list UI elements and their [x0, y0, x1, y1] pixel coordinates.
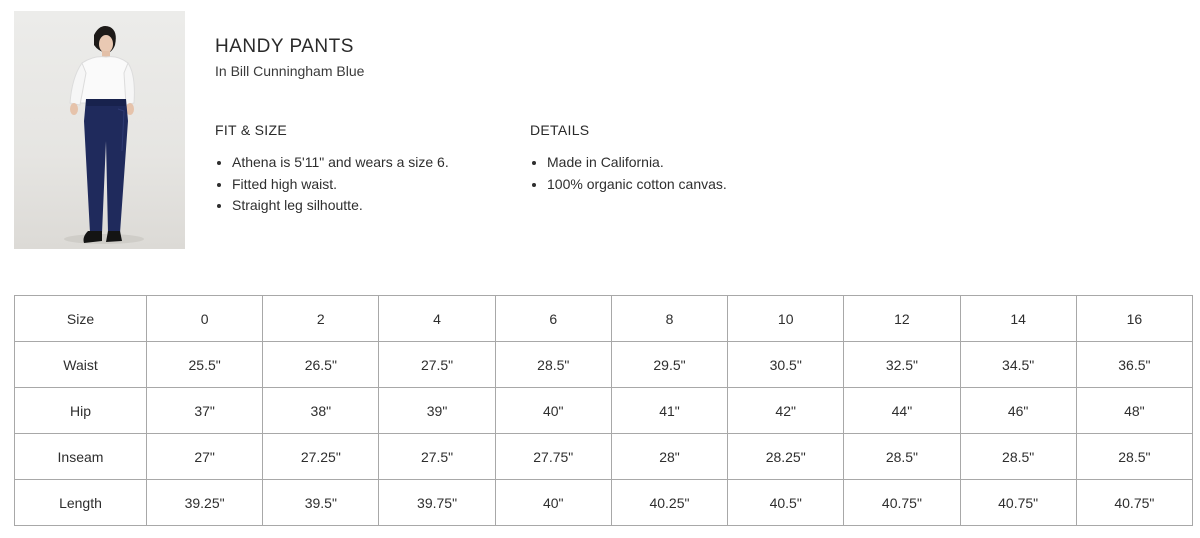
row-label: Size — [15, 296, 147, 342]
table-cell: 39" — [379, 388, 495, 434]
table-cell: 28.5" — [495, 342, 611, 388]
product-color: In Bill Cunningham Blue — [215, 63, 365, 79]
product-title: HANDY PANTS — [215, 36, 354, 57]
table-cell: 44" — [844, 388, 960, 434]
table-cell: 0 — [147, 296, 263, 342]
size-chart-table — [14, 295, 1193, 526]
product-image[interactable] — [14, 11, 185, 249]
table-row — [15, 342, 1193, 388]
list-item: • Fitted high waist. — [232, 174, 449, 196]
table-cell: 46" — [960, 388, 1076, 434]
table-cell: 4 — [379, 296, 495, 342]
table-cell: 25.5" — [147, 342, 263, 388]
table-cell: 28.5" — [960, 434, 1076, 480]
fit-size-list — [215, 152, 449, 217]
table-cell: 28.5" — [844, 434, 960, 480]
table-cell: 40" — [495, 480, 611, 526]
table-cell: 38" — [263, 388, 379, 434]
table-cell: 41" — [611, 388, 727, 434]
table-cell: 40.25" — [611, 480, 727, 526]
row-label: Length — [15, 480, 147, 526]
table-cell: 40.75" — [844, 480, 960, 526]
table-cell: 27" — [147, 434, 263, 480]
table-cell: 30.5" — [728, 342, 844, 388]
table-cell: 10 — [728, 296, 844, 342]
table-cell: 42" — [728, 388, 844, 434]
table-cell: 40.5" — [728, 480, 844, 526]
table-cell: 27.75" — [495, 434, 611, 480]
table-row — [15, 388, 1193, 434]
table-cell: 36.5" — [1076, 342, 1192, 388]
model-figure — [14, 11, 185, 249]
table-cell: 37" — [147, 388, 263, 434]
table-cell: 28.5" — [1076, 434, 1192, 480]
table-cell: 16 — [1076, 296, 1192, 342]
table-cell: 6 — [495, 296, 611, 342]
table-cell: 34.5" — [960, 342, 1076, 388]
table-row — [15, 480, 1193, 526]
table-cell: 40.75" — [1076, 480, 1192, 526]
table-cell: 28.25" — [728, 434, 844, 480]
row-label: Inseam — [15, 434, 147, 480]
table-cell: 27.5" — [379, 434, 495, 480]
table-cell: 39.75" — [379, 480, 495, 526]
table-cell: 40.75" — [960, 480, 1076, 526]
table-cell: 27.5" — [379, 342, 495, 388]
table-cell: 39.5" — [263, 480, 379, 526]
list-item: • Made in California. — [547, 152, 727, 174]
table-cell: 14 — [960, 296, 1076, 342]
table-cell: 12 — [844, 296, 960, 342]
table-cell: 29.5" — [611, 342, 727, 388]
list-item: • 100% organic cotton canvas. — [547, 174, 727, 196]
table-cell: 48" — [1076, 388, 1192, 434]
table-cell: 40" — [495, 388, 611, 434]
fit-size-heading: FIT & SIZE — [215, 122, 287, 138]
row-label: Waist — [15, 342, 147, 388]
table-cell: 2 — [263, 296, 379, 342]
details-heading: DETAILS — [530, 122, 590, 138]
table-cell: 32.5" — [844, 342, 960, 388]
table-row — [15, 296, 1193, 342]
row-label: Hip — [15, 388, 147, 434]
list-item: • Athena is 5'11" and wears a size 6. — [232, 152, 449, 174]
table-cell: 26.5" — [263, 342, 379, 388]
table-row — [15, 434, 1193, 480]
table-cell: 8 — [611, 296, 727, 342]
table-cell: 39.25" — [147, 480, 263, 526]
table-cell: 28" — [611, 434, 727, 480]
table-cell: 27.25" — [263, 434, 379, 480]
list-item: • Straight leg silhoutte. — [232, 195, 449, 217]
details-list — [530, 152, 727, 195]
